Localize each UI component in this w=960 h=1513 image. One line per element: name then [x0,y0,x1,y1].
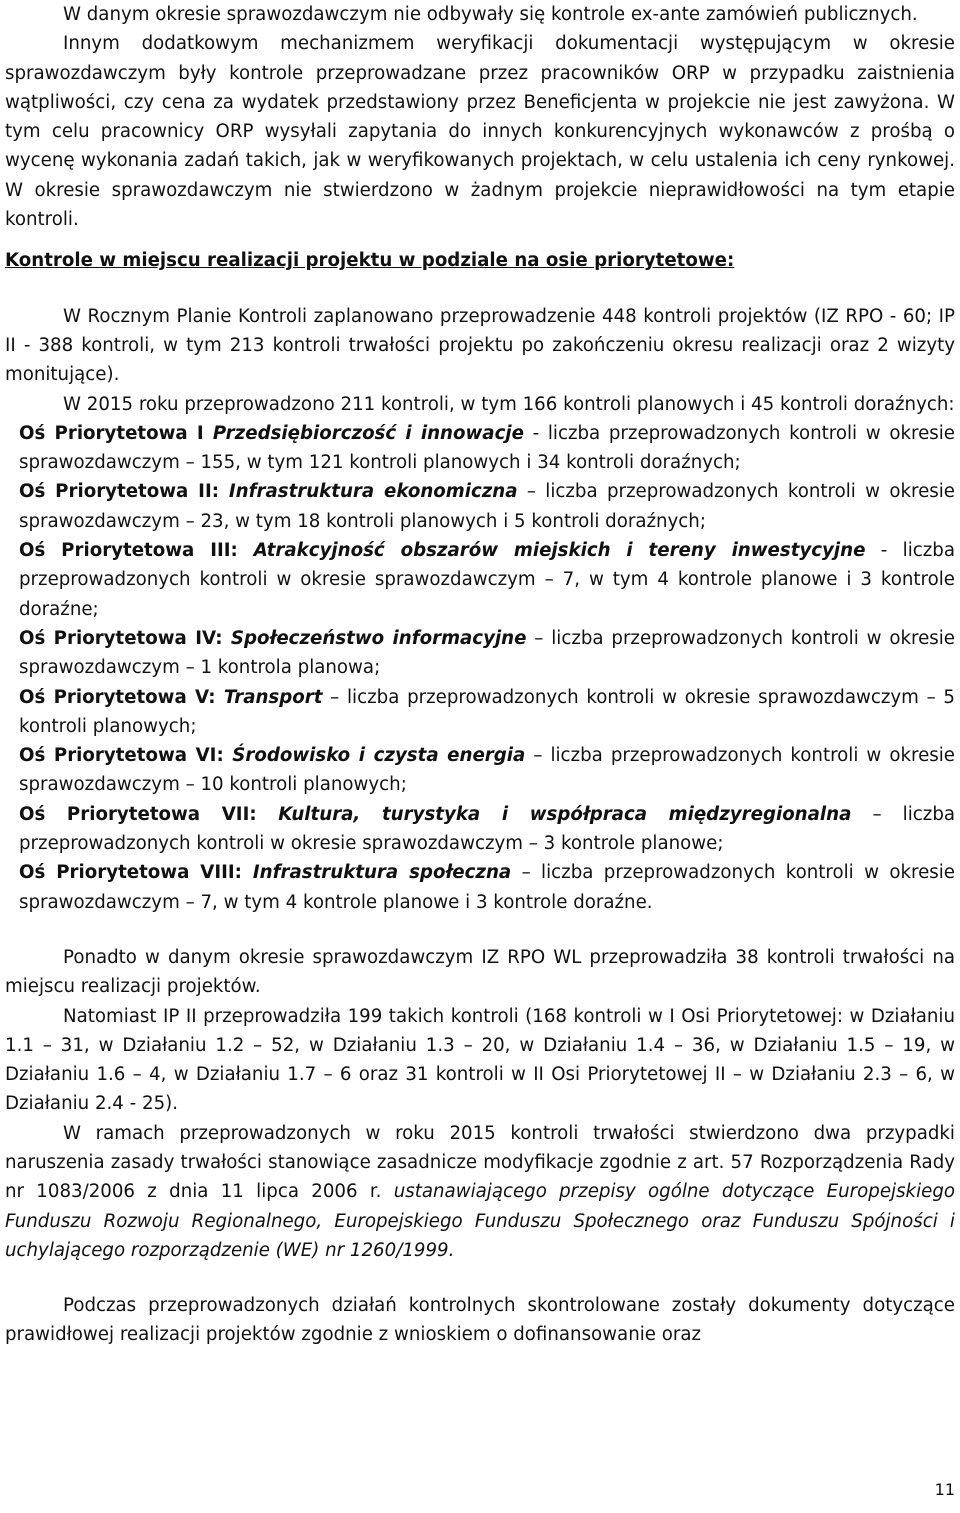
priority-axis-item: Oś Priorytetowa VIII: Infrastruktura społeczna – liczba przeprowadzonych kontroli w okresie sprawozdawczym – 7, w tym 4 kontrole planowe i 3 kontrole doraźne. [19,862,955,913]
document-page [5,0,955,1350]
spacer [5,276,955,302]
plan-paragraph-2: W 2015 roku przeprowadzono 211 kontroli, w tym 166 kontroli planowych i 45 kontroli doraźnych: [63,393,955,415]
priority-axis-item: Oś Priorytetowa V: Transport – liczba przeprowadzonych kontroli w okresie sprawozdawczym – 5 kontroli planowych; [19,686,955,737]
priority-axis-item: Oś Priorytetowa I Przedsiębiorczość i innowacje - liczba przeprowadzonych kontroli w okresie sprawozdawczym – 155, w tym 121 kontroli planowych i 34 kontroli doraźnych; [19,422,955,474]
section-heading: Kontrole w miejscu realizacji projektu w podziale na osie priorytetowe: [5,250,735,272]
durability-paragraph-1: Ponadto w danym okresie sprawozdawczym IZ RPO WL przeprowadziła 38 kontroli trwałości na miejscu realizacji projektów. [5,946,955,998]
spacer [5,917,955,943]
closing-paragraph: Podczas przeprowadzonych działań kontrolnych skontrolowane zostały dokumenty dotyczące prawidłowej realizacji projektów zgodnie z wnioskiem o dofinansowanie oraz [5,1295,955,1346]
priority-axis-item: Oś Priorytetowa IV: Społeczeństwo informacyjne – liczba przeprowadzonych kontroli w okresie sprawozdawczym – 1 kontrola planowa; [19,627,955,679]
regulation-title: ustanawiającego przepisy ogólne dotyczące Europejskiego Funduszu Rozwoju Regionalnego, Europejskiego Funduszu Społecznego oraz Funduszu Spójności i uchylającego rozporządzenie (WE) nr 1260/1999. [5,1181,955,1261]
priority-axis-item: Oś Priorytetowa II: Infrastruktura ekonomiczna – liczba przeprowadzonych kontroli w okresie sprawozdawczym – 23, w tym 18 kontroli planowych i 5 kontroli doraźnych; [19,481,955,532]
intro-paragraph-2: Innym dodatkowym mechanizmem weryfikacji dokumentacji występującym w okresie sprawozdawczym były kontrole przeprowadzane przez pracowników ORP w przypadku zaistnienia wątpliwości, czy cena za wydatek przedstawiony przez Beneficjenta w projekcie nie jest zawyżona. W tym celu pracownicy ORP wysyłali zapytania do innych konkurencyjnych wykonawców z prośbą o wycenę wykonania zadań takich, jak w weryfikowanych projektach, w celu ustalenia ich ceny rynkowej. W okresie sprawozdawczym nie stwierdzono w żadnym projekcie nieprawidłowości na tym etapie kontroli. [5,33,955,231]
priority-axis-item: Oś Priorytetowa VI: Środowisko i czysta energia – liczba przeprowadzonych kontroli w okresie sprawozdawczym – 10 kontroli planowych; [19,745,955,796]
page-number: 11 [934,1480,955,1499]
priority-axis-item: Oś Priorytetowa VII: Kultura, turystyka i współpraca międzyregionalna – liczba przeprowadzonych kontroli w okresie sprawozdawczym – 3 kontrole planowe; [19,803,956,855]
priority-axes-list [5,419,955,917]
intro-paragraph-1: W danym okresie sprawozdawczym nie odbywały się kontrole ex-ante zamówień publicznych. [63,4,918,25]
durability-paragraph-2: Natomiast IP II przeprowadziła 199 takich kontroli (168 kontroli w I Osi Priorytetowej: w Działaniu 1.1 – 31, w Działaniu 1.2 – 52, w Działaniu 1.3 – 20, w Działaniu 1.4 – 36, w Działaniu 1.5 – 19, w Działaniu 1.6 – 4, w Działaniu 1.7 – 6 oraz 31 kontroli w II Osi Priorytetowej II – w Działaniu 2.3 – 6, w Działaniu 2.4 - 25). [5,1005,955,1115]
spacer [5,1265,955,1291]
durability-paragraph-3: W ramach przeprowadzonych w roku 2015 kontroli trwałości stwierdzono dwa przypadki naruszenia zasady trwałości stanowiące zasadnicze modyfikacje zgodnie z art. 57 Rozporządzenia Rady nr 1083/2006 z dnia 11 lipca 2006 r. ustanawiającego przepisy ogólne dotyczące Europejskiego Funduszu Rozwoju Regionalnego, Europejskiego Funduszu Społecznego oraz Funduszu Spójności i uchylającego rozporządzenie (WE) nr 1260/1999. [5,1122,955,1261]
priority-axis-item: Oś Priorytetowa III: Atrakcyjność obszarów miejskich i tereny inwestycyjne - liczba przeprowadzonych kontroli w okresie sprawozdawczym – 7, w tym 4 kontrole planowe i 3 kontrole doraźne; [19,540,955,620]
plan-paragraph-1: W Rocznym Planie Kontroli zaplanowano przeprowadzenie 448 kontroli projektów (IZ RPO - 60; IP II - 388 kontroli, w tym 213 kontroli trwałości projektu po zakończeniu okresu realizacji oraz 2 wizyty monitujące). [5,305,955,386]
